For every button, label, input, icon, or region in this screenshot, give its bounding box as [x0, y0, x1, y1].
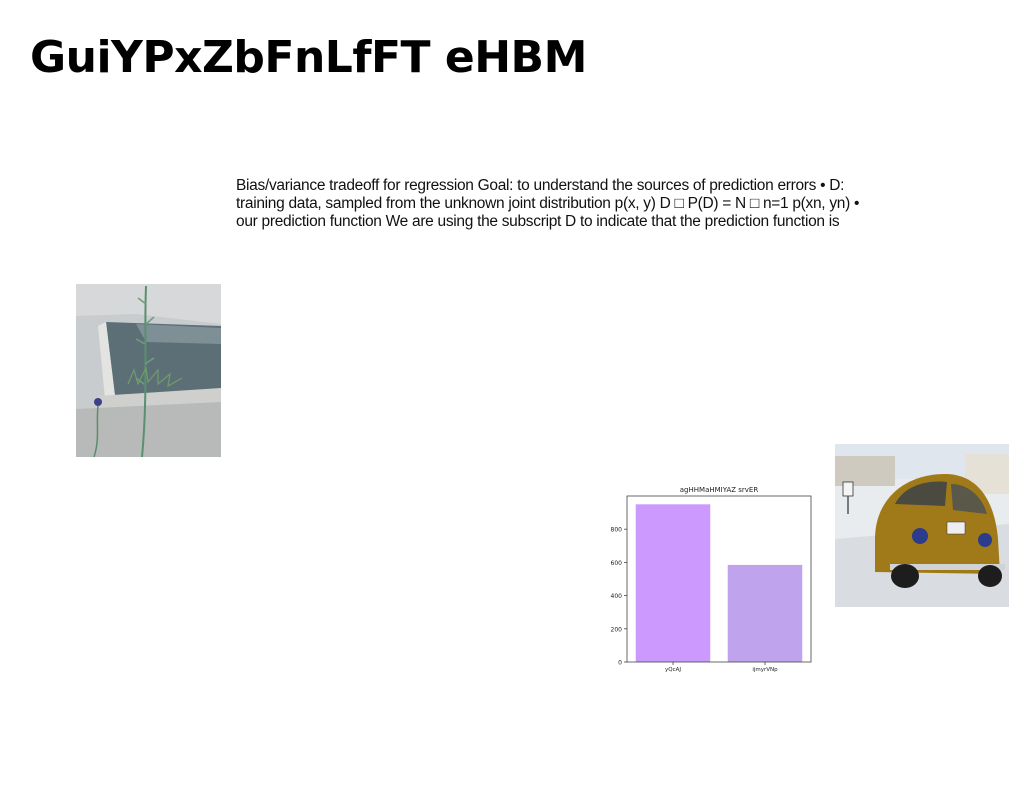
bar-ijmyrVNp	[728, 565, 803, 662]
bar-yQcAJ	[636, 504, 711, 662]
y-tick-label: 200	[610, 626, 622, 634]
chart-title: agHHMaHMIYAZ srvER	[679, 486, 759, 494]
y-tick-label: 400	[610, 593, 622, 601]
body-line: our prediction function We are using the subscript D to indicate that the prediction function is	[236, 213, 840, 230]
y-tick-label: 600	[610, 559, 622, 567]
slide-body-text	[236, 177, 912, 231]
slide-title: GuiYPxZbFnLfFT eHBM	[30, 32, 587, 83]
y-tick-label: 0	[618, 659, 622, 667]
body-line: Bias/variance tradeoff for regression Goal: to understand the sources of prediction errors • D:	[236, 177, 845, 194]
bar-chart	[605, 481, 818, 675]
body-line: training data, sampled from the unknown joint distribution p(x, y) D □ P(D) = N □ n=1 p(xn, yn) •	[236, 195, 860, 212]
car-photo	[835, 444, 1009, 607]
plant-photo	[76, 284, 221, 457]
x-tick-label: yQcAJ	[665, 667, 681, 673]
x-tick-label: ijmyrVNp	[752, 667, 778, 673]
y-tick-label: 800	[610, 526, 622, 534]
